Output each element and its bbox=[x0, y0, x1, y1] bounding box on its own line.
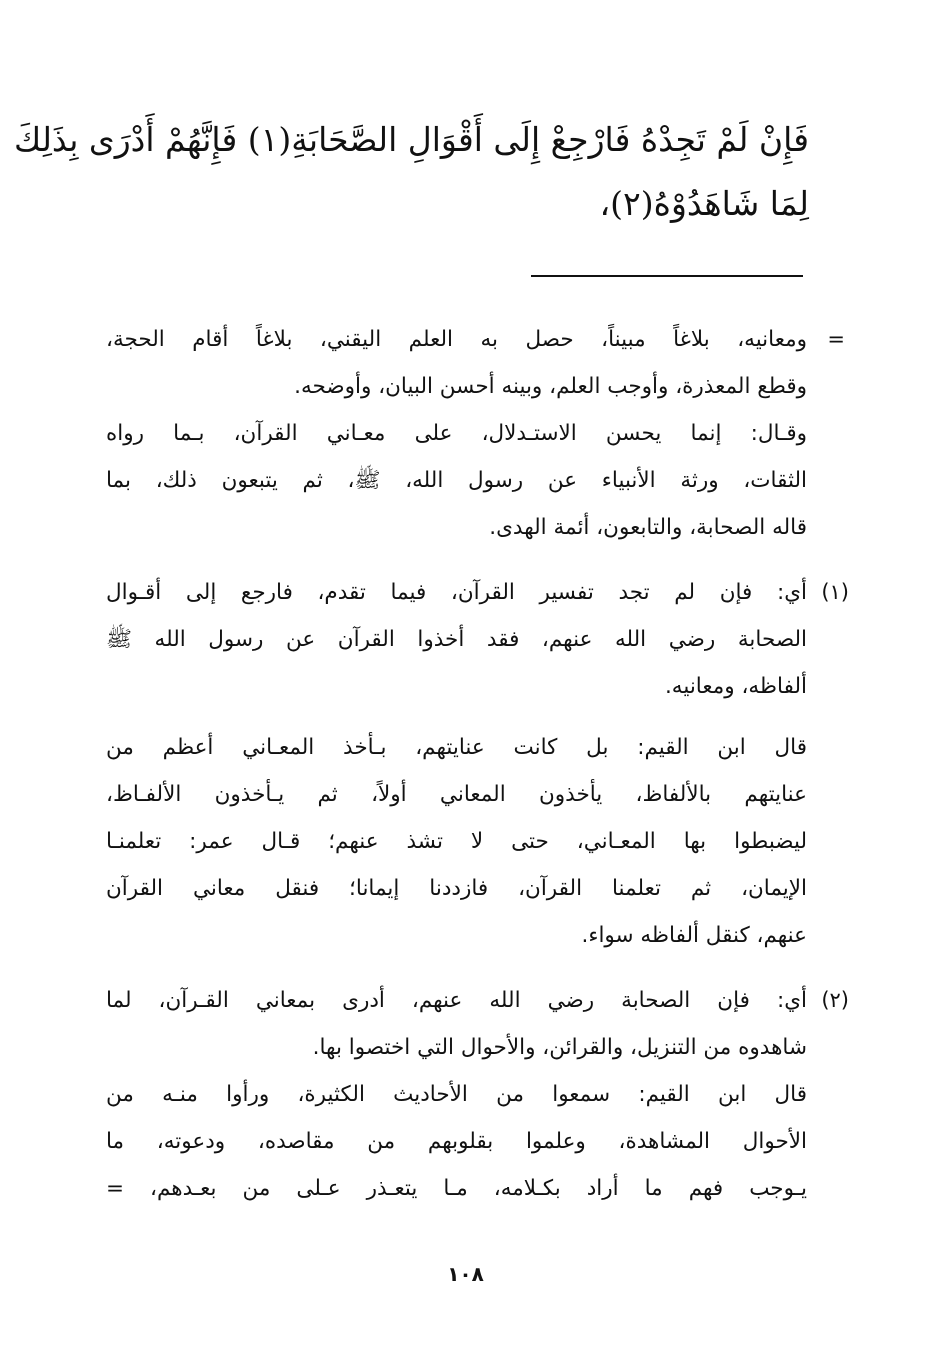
footnote-line: شاهدوه من التنزيل، والقرائن، والأحوال التي اختصوا بها. bbox=[312, 1035, 807, 1060]
footnote-line: عنايتهم بالألفاظ، يأخذون المعاني أولاً، ثم يـأخذون الألفـاظ، bbox=[106, 782, 807, 807]
footnote-line: الأحوال المشاهدة، وعلموا بقلوبهم من مقاصده، ودعوته، ما bbox=[106, 1129, 807, 1154]
footnote-line: أي: فإن الصحابة رضي الله عنهم، أدرى بمعاني القـرآن، لما bbox=[106, 988, 807, 1013]
main-text-line-2: لِمَا شَاهَدُوْهُ(٢)، bbox=[599, 184, 809, 223]
footnote-2-marker: (٢) bbox=[821, 988, 849, 1012]
footnote-line: يـوجب فهم ما أراد بكـلامه، مـا يتعـذر عـلى من بعـدهم، = bbox=[106, 1176, 807, 1201]
page-number: ١٠٨ bbox=[447, 1262, 484, 1286]
footnote-line: الإيمان، ثم تعلمنا القرآن، فازددنا إيمانا؛ فنقل معاني القرآن bbox=[106, 876, 807, 901]
footnote-line: أي: فإن لم تجد تفسير القرآن، فيما تقدم، فارجع إلى أقـوال bbox=[106, 580, 807, 605]
main-text bbox=[14, 108, 809, 236]
footnote-1-marker: (١) bbox=[821, 580, 849, 604]
paragraph-gap bbox=[106, 710, 807, 724]
footnote-line: ومعانيه، بلاغاً مبيناً، حصل به العلم اليقني، بلاغاً أقام الحجة، bbox=[106, 327, 807, 352]
footnote-line: قال ابن القيم: سمعوا من الأحاديث الكثيرة، ورأوا منـه من bbox=[106, 1082, 807, 1107]
footnote-line: ألفاظه، ومعانيه. bbox=[664, 674, 807, 699]
footnote-continuation bbox=[106, 316, 845, 551]
continuation-marker: = bbox=[827, 327, 845, 351]
footnote-line: قال ابن القيم: بل كانت عنايتهم، بـأخذ المعـاني أعظم من bbox=[106, 735, 807, 760]
footnote-line: الصحابة رضي الله عنهم، فقد أخذوا القرآن عن رسول الله ﷺ bbox=[106, 627, 807, 652]
footnote-line: ليضبطوا بها المعـاني، حتى لا تشذ عنهم؛ قـال عمر: تعلمنـا bbox=[106, 829, 807, 854]
footnote-1 bbox=[106, 569, 849, 959]
footnote-divider bbox=[531, 275, 803, 277]
footnote-line: وقطع المعذرة، وأوجب العلم، وبينه أحسن البيان، وأوضحه. bbox=[294, 374, 807, 399]
footnote-line: عنهم، كنقل ألفاظه سواء. bbox=[581, 923, 807, 948]
main-text-line-1: فَإِنْ لَمْ تَجِدْهُ فَارْجِعْ إِلَى أَقْوَالِ الصَّحَابَةِ(١) فَإِنَّهُمْ أَدْرَى بِذَلِكَ bbox=[14, 120, 809, 159]
footnote-2 bbox=[106, 977, 849, 1212]
footnote-line: قاله الصحابة، والتابعون، أئمة الهدى. bbox=[489, 515, 807, 540]
footnote-line: وقـال: إنما يحسن الاستـدلال، على معـاني القرآن، بـما رواه bbox=[106, 421, 807, 446]
footnotes-section bbox=[106, 316, 849, 1230]
footnote-line: الثقات، ورثة الأنبياء عن رسول الله، ﷺ، ثم يتبعون ذلك، بما bbox=[106, 468, 807, 493]
